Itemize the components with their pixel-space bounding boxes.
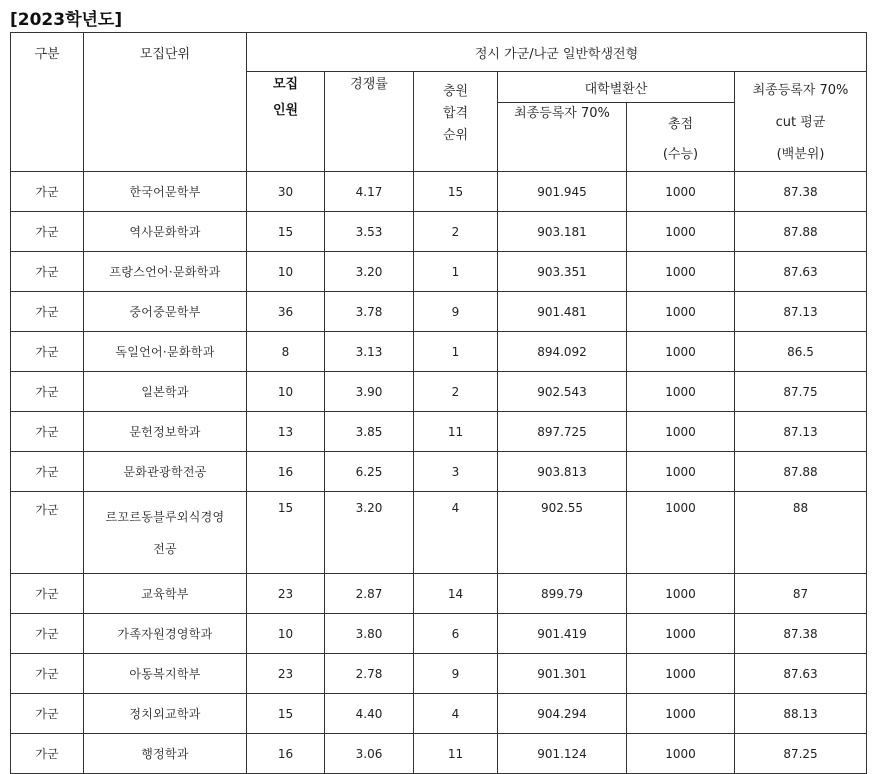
quota-cell: 10 — [247, 252, 325, 292]
cut-cell: 87.13 — [735, 292, 867, 332]
table-body — [11, 172, 867, 774]
competition-cell: 2.87 — [325, 574, 414, 614]
header-competition: 경쟁률 — [325, 72, 414, 172]
table-row — [11, 252, 867, 292]
table-row — [11, 412, 867, 452]
rank-cell: 9 — [414, 292, 498, 332]
total-cell: 1000 — [627, 694, 735, 734]
division-cell: 가군 — [11, 172, 84, 212]
quota-cell: 36 — [247, 292, 325, 332]
score70-cell: 903.813 — [498, 452, 627, 492]
division-cell: 가군 — [11, 492, 84, 574]
cut-cell: 87.13 — [735, 412, 867, 452]
quota-cell: 10 — [247, 614, 325, 654]
competition-cell: 3.53 — [325, 212, 414, 252]
total-cell: 1000 — [627, 172, 735, 212]
total-cell: 1000 — [627, 654, 735, 694]
score70-cell: 899.79 — [498, 574, 627, 614]
header-conversion: 대학별환산 — [498, 72, 735, 103]
rank-cell: 2 — [414, 212, 498, 252]
division-cell: 가군 — [11, 614, 84, 654]
rank-cell: 2 — [414, 372, 498, 412]
division-cell: 가군 — [11, 654, 84, 694]
score70-cell: 901.481 — [498, 292, 627, 332]
cut-cell: 87.38 — [735, 614, 867, 654]
header-group: 정시 가군/나군 일반학생전형 — [247, 33, 867, 72]
header-waitlist-line3: 순위 — [442, 128, 469, 143]
division-cell: 가군 — [11, 292, 84, 332]
competition-cell: 3.13 — [325, 332, 414, 372]
cut-cell: 88 — [735, 492, 867, 574]
quota-cell: 16 — [247, 734, 325, 774]
division-cell: 가군 — [11, 252, 84, 292]
unit-cell: 가족자원경영학과 — [84, 614, 247, 654]
header-unit: 모집단위 — [84, 33, 247, 172]
total-cell: 1000 — [627, 252, 735, 292]
header-cut-line3: (백분위) — [776, 147, 825, 162]
rank-cell: 9 — [414, 654, 498, 694]
header-cut — [735, 72, 867, 172]
header-quota — [247, 72, 325, 172]
total-cell: 1000 — [627, 734, 735, 774]
table-row — [11, 332, 867, 372]
rank-cell: 14 — [414, 574, 498, 614]
division-cell: 가군 — [11, 694, 84, 734]
score70-cell: 901.124 — [498, 734, 627, 774]
division-cell: 가군 — [11, 574, 84, 614]
competition-cell: 3.85 — [325, 412, 414, 452]
unit-cell: 프랑스언어·문화학과 — [84, 252, 247, 292]
division-cell: 가군 — [11, 412, 84, 452]
score70-cell: 902.55 — [498, 492, 627, 574]
table-row — [11, 694, 867, 734]
total-cell: 1000 — [627, 332, 735, 372]
score70-cell: 901.419 — [498, 614, 627, 654]
competition-cell: 3.06 — [325, 734, 414, 774]
unit-cell — [84, 492, 247, 574]
quota-cell: 15 — [247, 492, 325, 574]
cut-cell: 87.63 — [735, 654, 867, 694]
score70-cell: 902.543 — [498, 372, 627, 412]
total-cell: 1000 — [627, 614, 735, 654]
division-cell: 가군 — [11, 372, 84, 412]
header-waitlist-line2: 합격 — [442, 106, 469, 121]
unit-cell: 일본학과 — [84, 372, 247, 412]
table-row — [11, 372, 867, 412]
unit-cell-line: 르꼬르동블루외식경영 — [105, 509, 225, 524]
total-cell: 1000 — [627, 574, 735, 614]
unit-cell: 한국어문학부 — [84, 172, 247, 212]
quota-cell: 16 — [247, 452, 325, 492]
score70-cell: 901.945 — [498, 172, 627, 212]
unit-cell: 문화관광학전공 — [84, 452, 247, 492]
admissions-table — [10, 32, 867, 774]
cut-cell: 87.63 — [735, 252, 867, 292]
competition-cell: 3.90 — [325, 372, 414, 412]
header-quota-line2: 인원 — [272, 103, 299, 118]
total-cell: 1000 — [627, 452, 735, 492]
cut-cell: 86.5 — [735, 332, 867, 372]
unit-cell: 문헌정보학과 — [84, 412, 247, 452]
competition-cell: 6.25 — [325, 452, 414, 492]
quota-cell: 8 — [247, 332, 325, 372]
unit-cell: 정치외교학과 — [84, 694, 247, 734]
division-cell: 가군 — [11, 212, 84, 252]
unit-cell: 교육학부 — [84, 574, 247, 614]
division-cell: 가군 — [11, 734, 84, 774]
unit-cell: 아동복지학부 — [84, 654, 247, 694]
cut-cell: 87 — [735, 574, 867, 614]
cut-cell: 87.38 — [735, 172, 867, 212]
rank-cell: 1 — [414, 332, 498, 372]
rank-cell: 4 — [414, 492, 498, 574]
page-title: [2023학년도] — [10, 10, 123, 30]
competition-cell: 4.17 — [325, 172, 414, 212]
quota-cell: 15 — [247, 212, 325, 252]
division-cell: 가군 — [11, 332, 84, 372]
competition-cell: 3.78 — [325, 292, 414, 332]
total-cell: 1000 — [627, 212, 735, 252]
score70-cell: 897.725 — [498, 412, 627, 452]
unit-cell: 역사문화학과 — [84, 212, 247, 252]
table-row — [11, 492, 867, 574]
unit-cell: 행정학과 — [84, 734, 247, 774]
unit-cell: 독일언어·문화학과 — [84, 332, 247, 372]
score70-cell: 901.301 — [498, 654, 627, 694]
cut-cell: 88.13 — [735, 694, 867, 734]
header-quota-line1: 모집 — [272, 77, 299, 92]
score70-cell: 894.092 — [498, 332, 627, 372]
cut-cell: 87.75 — [735, 372, 867, 412]
rank-cell: 11 — [414, 412, 498, 452]
score70-cell: 904.294 — [498, 694, 627, 734]
header-waitlist-line1: 충원 — [442, 84, 469, 99]
table-row — [11, 292, 867, 332]
total-cell: 1000 — [627, 372, 735, 412]
table-row — [11, 654, 867, 694]
table-row — [11, 452, 867, 492]
table-row — [11, 172, 867, 212]
competition-cell: 3.80 — [325, 614, 414, 654]
header-waitlist — [414, 72, 498, 172]
score70-cell: 903.181 — [498, 212, 627, 252]
competition-cell: 4.40 — [325, 694, 414, 734]
rank-cell: 1 — [414, 252, 498, 292]
table-row — [11, 614, 867, 654]
cut-cell: 87.88 — [735, 452, 867, 492]
quota-cell: 30 — [247, 172, 325, 212]
table-row — [11, 574, 867, 614]
header-division: 구분 — [11, 33, 84, 172]
quota-cell: 23 — [247, 574, 325, 614]
total-cell: 1000 — [627, 412, 735, 452]
quota-cell: 15 — [247, 694, 325, 734]
quota-cell: 13 — [247, 412, 325, 452]
quota-cell: 10 — [247, 372, 325, 412]
table-row — [11, 212, 867, 252]
quota-cell: 23 — [247, 654, 325, 694]
cut-cell: 87.25 — [735, 734, 867, 774]
competition-cell: 3.20 — [325, 492, 414, 574]
header-total-line1: 총점 — [667, 117, 694, 132]
header-cut-line2: cut 평균 — [775, 115, 826, 130]
rank-cell: 6 — [414, 614, 498, 654]
unit-cell-line: 전공 — [153, 541, 177, 556]
rank-cell: 15 — [414, 172, 498, 212]
rank-cell: 4 — [414, 694, 498, 734]
rank-cell: 11 — [414, 734, 498, 774]
total-cell: 1000 — [627, 492, 735, 574]
header-final70: 최종등록자 70% — [498, 103, 627, 172]
header-total-line2: (수능) — [662, 147, 699, 162]
table-row — [11, 734, 867, 774]
division-cell: 가군 — [11, 452, 84, 492]
cut-cell: 87.88 — [735, 212, 867, 252]
competition-cell: 2.78 — [325, 654, 414, 694]
header-cut-line1: 최종등록자 70% — [752, 83, 849, 98]
score70-cell: 903.351 — [498, 252, 627, 292]
header-total — [627, 103, 735, 172]
unit-cell: 중어중문학부 — [84, 292, 247, 332]
competition-cell: 3.20 — [325, 252, 414, 292]
rank-cell: 3 — [414, 452, 498, 492]
total-cell: 1000 — [627, 292, 735, 332]
